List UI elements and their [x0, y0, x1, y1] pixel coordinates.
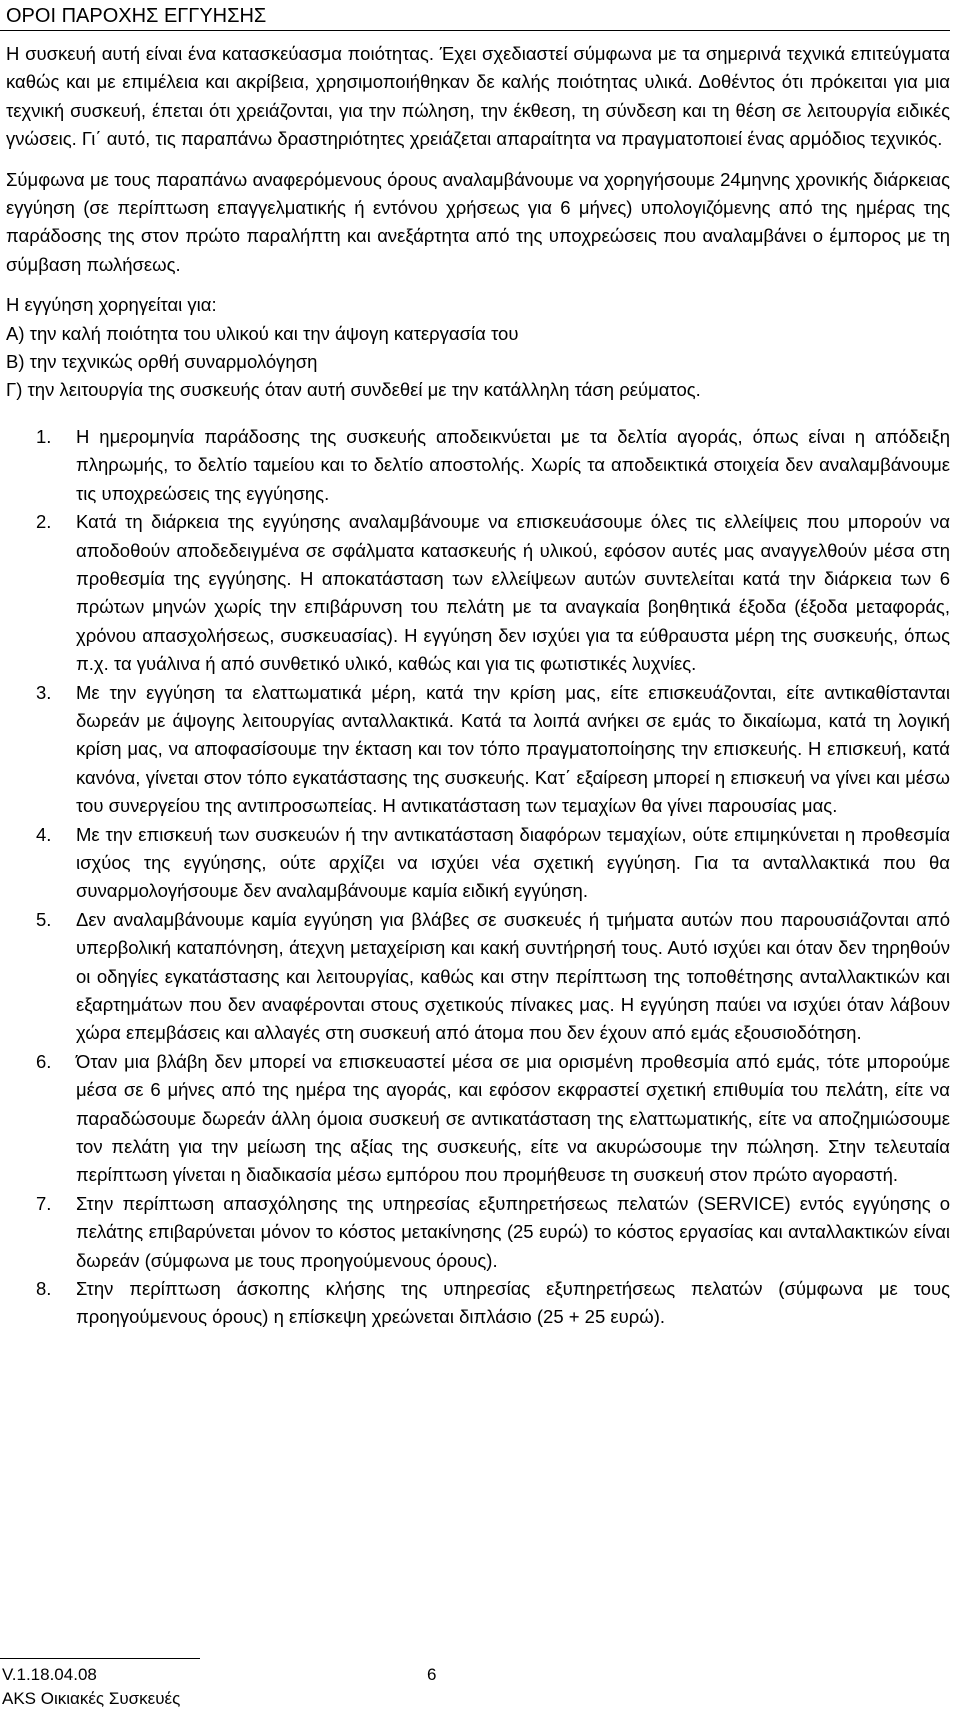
list-item-text: Με την επισκευή των συσκευών ή την αντικατάσταση διαφόρων τεμαχίων, ούτε επιμηκύνεται η προθεσμία ισχύος της εγγύησης, ούτε αρχίζει να ισχύει νέα σχετική εγγύηση. Για τα ανταλλακτικά που θα συναρμολογήσουμε δεν αναλαμβάνουμε καμία ειδική εγγύηση.: [76, 823, 950, 902]
list-item: [6, 1048, 950, 1190]
list-item: [6, 1275, 950, 1332]
list-item: [6, 508, 950, 678]
list-item: [6, 906, 950, 1048]
list-item-text: Στην περίπτωση άσκοπης κλήσης της υπηρεσίας εξυπηρετήσεως πελατών (σύμφωνα με τους προηγούμενους όρους) η επίσκεψη χρεώνεται διπλάσιο (25 + 25 ευρώ).: [76, 1278, 950, 1328]
guarantee-scope: [6, 291, 950, 405]
footer-company: AKS Οικιακές Συσκευές: [2, 1689, 181, 1708]
list-item-number: 6.: [36, 1050, 52, 1072]
terms-list: [6, 423, 950, 1332]
warranty-paragraph: Σύμφωνα με τους παραπάνω αναφερόμενους όρους αναλαμβάνουμε να χορηγήσουμε 24μηνης χρονικής διάρκειας εγγύηση (σε περίπτωση επαγγελματικής ή εντόνου χρήσεως για 6 μήνες) υπολογιζόμενης από της ημέρας της παράδοσης της στον πρώτο παραλήπτη και ανεξάρτητα από της υποχρεώσεις που αναλαμβάνει ο έμπορος με τη σύμβαση πωλήσεως.: [6, 168, 950, 275]
document-body: [6, 40, 950, 1332]
list-item: [6, 423, 950, 508]
guarantee-item-c: Γ) την λειτουργία της συσκευής όταν αυτή συνδεθεί με την κατάλληλη τάση ρεύματος.: [6, 379, 701, 401]
list-item-text: Δεν αναλαμβάνουμε καμία εγγύηση για βλάβες σε συσκευές ή τμήματα αυτών που παρουσιάζονται από υπερβολική καταπόνηση, άτεχνη μεταχείριση και κακή συντήρησή τους. Αυτό ισχύει και όταν δεν τηρηθούν οι οδηγίες εγκατάστασης και λειτουργίας, καθώς και στην περίπτωση της τοποθέτησης ανταλλακτικών και εξαρτημάτων που δεν αναφέρονται στους σχετικούς πίνακες μας. Η εγγύηση παύει να ισχύει όταν λάβουν χώρα επεμβάσεις και αλλαγές στη συσκευή από άτομα που δεν έχουν από εμάς εξουσιοδότηση.: [76, 908, 950, 1044]
list-item-number: 8.: [36, 1278, 52, 1300]
list-item: [6, 821, 950, 906]
list-item-text: Η ημερομηνία παράδοσης της συσκευής αποδεικνύεται με τα δελτία αγοράς, όπως είναι η απόδειξη πληρωμής, το δελτίο ταμείου και το δελτίο αποστολής. Χωρίς τα αποδεικτικά στοιχεία δεν αναλαμβάνουμε τις υποχρεώσεις της εγγύησης.: [76, 425, 950, 504]
list-item: [6, 1190, 950, 1275]
footer-version: V.1.18.04.08: [2, 1665, 97, 1684]
list-item-text: Με την εγγύηση τα ελαττωματικά μέρη, κατά την κρίση μας, είτε επισκευάζονται, είτε αντικαθίστανται δωρεάν με άψογης λειτουργίας ανταλλακτικά. Κατά τα λοιπά ανήκει σε εμάς το δικαίωμα, κατά τη λογική κρίση μας, να αποφασίσουμε την έκταση και τον τόπο πραγματοποίησης την επισκευής. Η επισκευή, κατά κανόνα, γίνεται στον τόπο εγκατάστασης της συσκευής. Κατ΄ εξαίρεση μπορεί η επισκευή να γίνει και μέσω του συνεργείου της αντιπροσωπείας. Η αντικατάσταση των τεμαχίων θα γίνει παρουσίας μας.: [76, 681, 950, 817]
list-item-text: Όταν μια βλάβη δεν μπορεί να επισκευαστεί μέσα σε μια ορισμένη προθεσμία από εμάς, τότε μπορούμε μέσα σε 6 μήνες από της ημέρα της αγοράς, και εφόσον εκφραστεί σχετική επιθυμία του πελάτη, είτε να παραδώσουμε δωρεάν άλλη όμοια συσκευή σε αντικατάσταση της ελαττωματικής, είτε να αποζημιώσουμε τον πελάτη για την μείωση της αξίας της συσκευής, είτε να ακυρώσουμε την πώληση. Στην τελευταία περίπτωση γίνεται η διαδικασία μέσω εμπόρου που προμήθευσε τη συσκευή στον πρώτο αγοραστή.: [76, 1050, 950, 1186]
guarantee-intro: Η εγγύηση χορηγείται για:: [6, 294, 217, 316]
list-item: [6, 679, 950, 821]
list-item-number: 1.: [36, 425, 52, 447]
intro-paragraph: Η συσκευή αυτή είναι ένα κατασκεύασμα ποιότητας. Έχει σχεδιαστεί σύμφωνα με τα σημερινά τεχνικά επιτεύγματα καθώς και με επιμέλεια και ακρίβεια, χρησιμοποιήθηκαν δε καλής ποιότητας υλικά. Δοθέντος ότι πρόκειται για μια τεχνική συσκευή, έπεται ότι χρειάζονται, για την πώληση, την έκθεση, τη σύνδεση και τη θέση σε λειτουργία ειδικές γνώσεις. Γι΄ αυτό, τις παραπάνω δραστηριότητες χρειάζεται απαραίτητα να πραγματοποιεί ένας αρμόδιος τεχνικός.: [6, 43, 950, 150]
title-divider: [0, 30, 950, 31]
guarantee-item-a: Α) την καλή ποιότητα του υλικού και την άψογη κατεργασία του: [6, 322, 519, 344]
list-item-number: 5.: [36, 908, 52, 930]
guarantee-item-b: Β) την τεχνικώς ορθή συναρμολόγηση: [6, 351, 318, 373]
page-number: 6: [427, 1665, 437, 1684]
footer-divider: [0, 1658, 200, 1659]
list-item-text: Στην περίπτωση απασχόλησης της υπηρεσίας εξυπηρετήσεως πελατών (SERVICE) εντός εγγύησης ο πελάτης επιβαρύνεται μόνον το κόστος μετακίνησης (25 ευρώ) το κόστος εργασίας και ανταλλακτικών είναι δωρεάν (σύμφωνα με τους προηγούμενους όρους).: [76, 1192, 950, 1271]
list-item-number: 7.: [36, 1192, 52, 1214]
list-item-number: 3.: [36, 681, 52, 703]
list-item-number: 2.: [36, 511, 52, 533]
page-title: ΟΡΟΙ ΠΑΡΟΧΗΣ ΕΓΓΥΗΣΗΣ: [6, 5, 267, 27]
list-item-text: Κατά τη διάρκεια της εγγύησης αναλαμβάνουμε να επισκευάσουμε όλες τις ελλείψεις που μπορούν να αποδοθούν αποδεδειγμένα σε σφάλματα κατασκευής ή υλικού, εφόσον αυτές μας αναγγελθούν μέσα στη προθεσμία της εγγύησης. Η αποκατάσταση των ελλείψεων αυτών συντελείται κατά την διάρκεια των 6 πρώτων μηνών χωρίς την επιβάρυνση του πελάτη με τα αναγκαία βοηθητικά έξοδα (έξοδα μεταφοράς, χρόνου απασχολήσεως, συσκευασίας). Η εγγύηση δεν ισχύει για τα εύθραυστα μέρη της συσκευής, όπως π.χ. τα γυάλινα ή από συνθετικό υλικό, καθώς και για τις φωτιστικές λυχνίες.: [76, 511, 950, 675]
list-item-number: 4.: [36, 823, 52, 845]
